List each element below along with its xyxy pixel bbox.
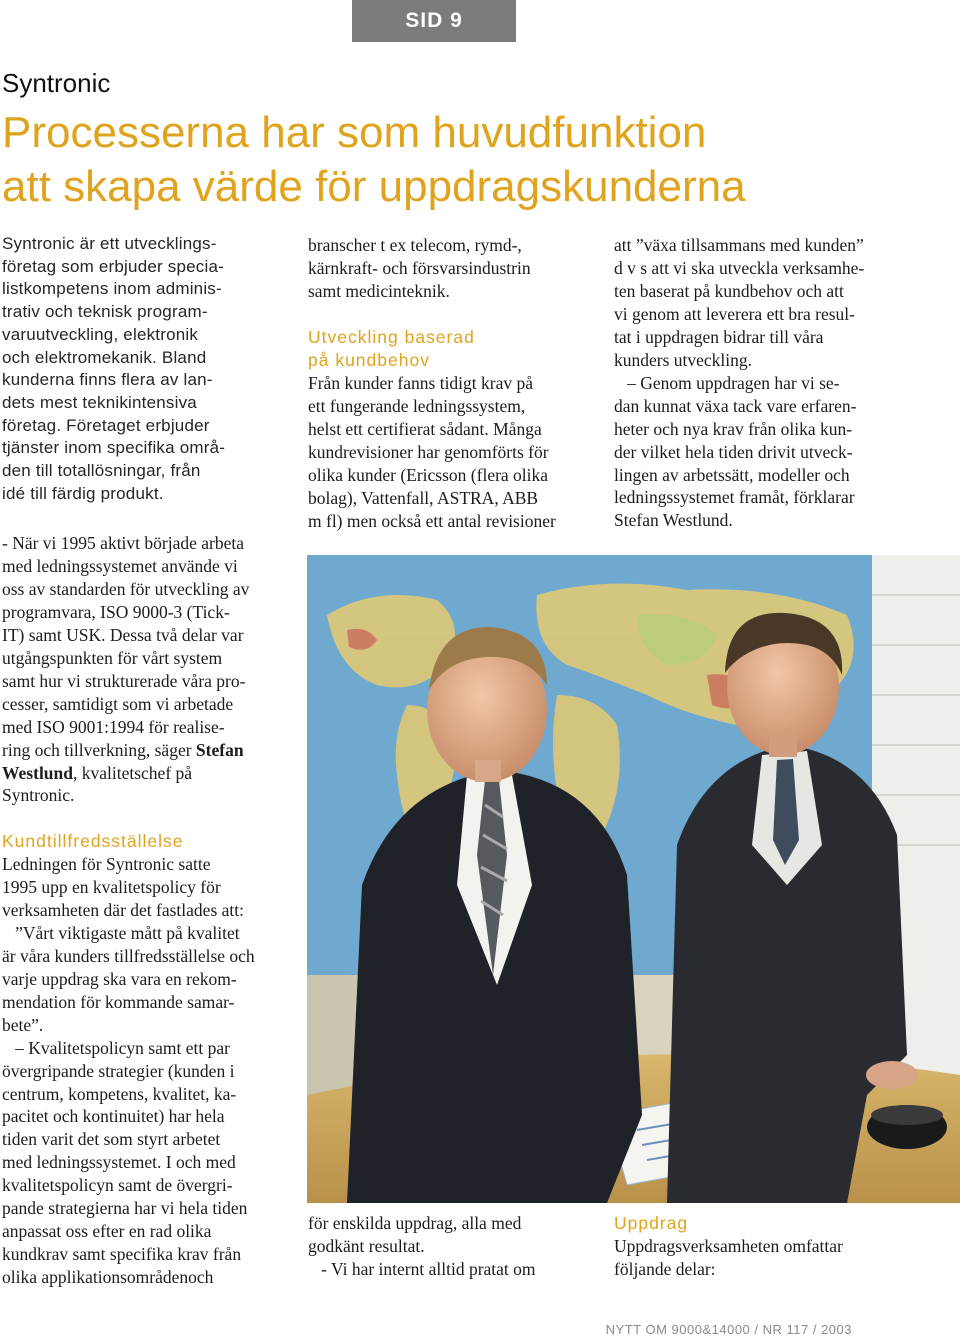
lead-line: Syntronic är ett utvecklings- [2, 234, 217, 253]
body-line: ledningssystemet framåt, förklarar [614, 487, 855, 508]
body-line: bete”. [2, 1014, 44, 1035]
body-line: ett fungerande ledningssystem, [308, 395, 526, 416]
lead-line: kunderna finns flera av lan- [2, 370, 213, 390]
body-line: övergripande strategier (kunden i [2, 1060, 235, 1081]
body-paragraph [2, 853, 255, 1289]
body-line: d v s att vi ska utveckla verksamhe- [614, 257, 865, 278]
body-line: kärnkraft- och försvarsindustrin [308, 257, 531, 278]
body-line: Ledningen för Syntronic satte [2, 854, 211, 874]
lead-line: den till totallösningar, från [2, 461, 201, 481]
body-line: bolag), Vattenfall, ASTRA, ABB [308, 487, 539, 508]
body-line: Från kunder fanns tidigt krav på [308, 373, 534, 393]
body-line: varje uppdrag ska vara en rekom- [2, 968, 237, 989]
body-line: helst ett certifierat sådant. Många [308, 418, 542, 439]
body-line: der vilket hela tiden drivit utveck- [614, 441, 853, 462]
body-line: - Vi har internt alltid pratat om [308, 1258, 536, 1279]
body-line: vi genom att leverera ett bra resul- [614, 303, 856, 324]
body-line: – Genom uppdragen har vi se- [614, 372, 840, 393]
body-line: att ”växa tillsammans med kunden” [614, 235, 864, 255]
body-paragraph [308, 234, 531, 303]
body-line: cesser, samtidigt som vi arbetade [2, 693, 234, 714]
footer-publication: NYTT OM 9000&14000 / NR 117 / 2003 [605, 1322, 852, 1337]
body-line: utgångspunkten för vårt system [2, 647, 223, 668]
section-label: Syntronic [2, 68, 111, 98]
headline [2, 106, 952, 214]
body-line: med ledningssystemet använde vi [2, 555, 238, 576]
body-line: samt hur vi strukturerade våra pro- [2, 670, 246, 691]
body-line: ”Vårt viktigaste mått på kvalitet [2, 922, 240, 943]
body-line: Stefan Westlund. [614, 510, 733, 531]
body-line: IT) samt USK. Dessa två delar var [2, 624, 244, 645]
lead-line: idé till färdig produkt. [2, 483, 164, 503]
body-line: oss av standarden för utveckling av [2, 578, 250, 599]
body-line: Uppdragsverksamheten omfattar [614, 1236, 843, 1256]
subhead-line: Utveckling baserad [308, 327, 475, 347]
subhead-uppdrag: Uppdrag [614, 1213, 689, 1233]
body-line: följande delar: [614, 1258, 716, 1279]
lead-line: tjänster inom specifika områ- [2, 438, 226, 458]
subhead-kundtillfredsstallelse: Kundtillfredsställelse [2, 831, 184, 851]
lead-line: listkompetens inom adminis- [2, 279, 222, 299]
lead-line: trativ och teknisk program- [2, 302, 208, 322]
body-line: pacitet och kontinuitet) har hela [2, 1106, 225, 1127]
body-line: ten baserat på kundbehov och att [614, 280, 844, 301]
body-line: Syntronic. [2, 785, 75, 806]
body-paragraph [308, 1212, 536, 1281]
body-paragraph [614, 1235, 843, 1281]
body-paragraph [308, 372, 556, 533]
body-line-text: ring och tillverkning, säger [2, 739, 192, 760]
body-line [2, 762, 249, 785]
person-name: Westlund [2, 762, 73, 783]
body-line-text: , kvalitetschef på [73, 762, 193, 783]
body-line: lingen av arbetssätt, modeller och [614, 464, 850, 485]
body-line [2, 739, 249, 762]
body-line: mendation för kommande samar- [2, 991, 235, 1012]
body-line: godkänt resultat. [308, 1235, 425, 1256]
photo-illustration [307, 555, 960, 1203]
body-line: samt medicinteknik. [308, 280, 450, 301]
body-paragraph [2, 532, 249, 807]
lead-line: varuutveckling, elektronik [2, 324, 199, 344]
body-line: kvalitetspolicyn samt de övergri- [2, 1175, 233, 1196]
lead-paragraph [2, 233, 225, 505]
body-line: är våra kunders tillfredsställelse och [2, 945, 255, 966]
body-line: kundrevisioner har genomförts för [308, 441, 549, 462]
body-line: centrum, kompetens, kvalitet, ka- [2, 1083, 237, 1104]
headline-line: att skapa värde för uppdragskunderna [2, 162, 746, 211]
body-line: 1995 upp en kvalitetspolicy för [2, 876, 221, 897]
body-line: – Kvalitetspolicyn samt ett par [2, 1037, 230, 1058]
body-line: kundkrav samt specifika krav från [2, 1244, 242, 1265]
lead-line: och elektromekanik. Bland [2, 347, 207, 367]
lead-line: dets mest teknikintensiva [2, 392, 197, 412]
subhead-line: på kundbehov [308, 349, 430, 370]
body-line: tiden varit det som styrt arbetet [2, 1129, 221, 1150]
page-number-badge: SID 9 [352, 0, 516, 42]
photo [307, 555, 960, 1203]
body-line: tat i uppdragen bidrar till våra [614, 326, 824, 347]
body-line: olika applikationsområdenoch [2, 1267, 214, 1288]
body-line: olika kunder (Ericsson (flera olika [308, 464, 549, 485]
body-line: - När vi 1995 aktivt började arbeta [2, 533, 244, 553]
subhead-utveckling [308, 326, 475, 372]
body-line: med ISO 9001:1994 för realise- [2, 716, 225, 737]
headline-line: Processerna har som huvudfunktion [2, 108, 707, 157]
body-line: heter och nya krav från olika kun- [614, 418, 853, 439]
body-line: dan kunnat växa tack vare erfaren- [614, 395, 857, 416]
person-name: Stefan [195, 739, 244, 760]
body-line: med ledningssystemet. I och med [2, 1152, 236, 1173]
body-line: kunders utveckling. [614, 349, 753, 370]
lead-line: företag som erbjuder specia- [2, 256, 224, 276]
lead-line: företag. Företaget erbjuder [2, 415, 210, 435]
body-line: verksamheten där det fastlades att: [2, 899, 244, 920]
body-line: pande strategierna har vi hela tiden [2, 1198, 248, 1219]
body-paragraph [614, 234, 864, 532]
body-line: anpassat oss efter en rad olika [2, 1221, 212, 1242]
body-line: programvara, ISO 9000-3 (Tick- [2, 601, 230, 622]
body-line: för enskilda uppdrag, alla med [308, 1213, 522, 1233]
body-line: m fl) men också ett antal revisioner [308, 510, 556, 531]
body-line: branscher t ex telecom, rymd-, [308, 235, 522, 255]
